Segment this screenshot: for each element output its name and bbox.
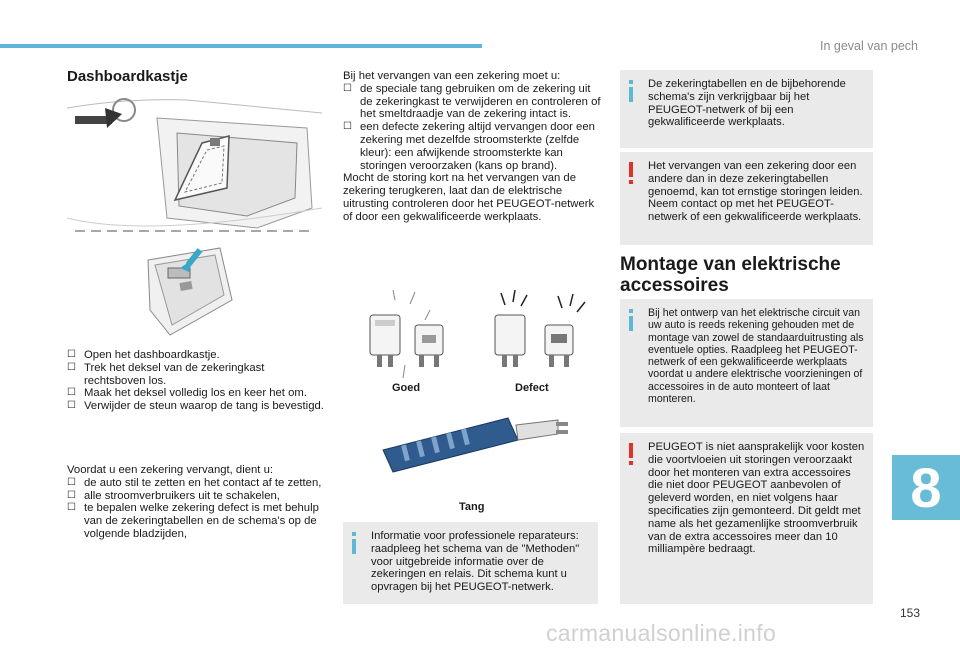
step-text: Maak het deksel volledig los en keer het om. bbox=[84, 387, 307, 400]
dashboard-title: Dashboardkastje bbox=[67, 68, 188, 85]
before-item bbox=[67, 477, 327, 490]
replace-item bbox=[343, 83, 601, 121]
before-item-text: alle stroomverbruikers uit te schakelen, bbox=[84, 489, 280, 502]
step-item bbox=[67, 362, 327, 388]
checkbox-icon: ☐ bbox=[67, 476, 76, 488]
replace-instructions bbox=[343, 70, 601, 224]
accessories-title bbox=[620, 254, 880, 296]
before-item bbox=[67, 490, 327, 503]
info-box-professionals bbox=[343, 522, 598, 604]
before-intro: Voordat u een zekering vervangt, dient u: bbox=[67, 464, 273, 476]
fuse-tongs-illustration bbox=[378, 410, 578, 480]
fuse-cover-illustration bbox=[140, 240, 240, 340]
checkbox-icon: ☐ bbox=[67, 400, 76, 412]
section-title: In geval van pech bbox=[820, 39, 918, 53]
watermark: carmanualsonline.info bbox=[546, 620, 777, 646]
info-box-text: Informatie voor professionele reparateurs: raadpleeg het schema van de "Methoden" voor uitgebreide informatie over de zekeringen en relais. Dit schema kunt u opvragen bij het PEUGEOT-netwerk. bbox=[371, 530, 580, 594]
top-accent-bar bbox=[0, 44, 482, 48]
info-box-fuse-tables bbox=[620, 70, 873, 148]
replace-item-text: de speciale tang gebruiken om de zekering uit de zekeringkast te verwijderen en controleren of het smeltdraadje van de zekering intact is. bbox=[360, 82, 601, 121]
info-box-text: De zekeringtabellen en de bijbehorende schema's zijn verkrijgbaar bij het PEUGEOT-netwerk of bij een gekwalificeerde werkplaats. bbox=[648, 78, 846, 129]
info-icon bbox=[350, 532, 358, 554]
checkbox-icon: ☐ bbox=[67, 489, 76, 501]
checkbox-icon: ☐ bbox=[67, 502, 76, 514]
before-item-text: de auto stil te zetten en het contact af te zetten, bbox=[84, 476, 322, 489]
checkbox-icon: ☐ bbox=[67, 387, 76, 399]
step-text: Verwijder de steun waarop de tang is bevestigd. bbox=[84, 400, 324, 413]
checkbox-icon: ☐ bbox=[343, 82, 352, 94]
checkbox-icon: ☐ bbox=[67, 349, 76, 360]
info-icon bbox=[627, 309, 635, 331]
info-box-accessories bbox=[620, 299, 873, 427]
label-defect: Defect bbox=[515, 382, 549, 394]
warning-icon bbox=[627, 162, 635, 184]
info-icon bbox=[627, 80, 635, 102]
dashed-separator bbox=[75, 226, 315, 236]
warning-box-text: Het vervangen van een zekering door een andere dan in deze zekeringtabellen genoemd, kan tot ernstige storingen leiden. Neem contact op met het PEUGEOT-netwerk of een gekwalificeerde werkplaats. bbox=[648, 160, 863, 224]
page-number: 153 bbox=[900, 606, 921, 620]
step-text: Open het dashboardkastje. bbox=[84, 349, 220, 361]
replace-item bbox=[343, 121, 601, 172]
warning-box-text: PEUGEOT is niet aansprakelijk voor kosten die voortvloeien uit storingen veroorzaakt door het monteren van extra accessoires die niet door PEUGEOT aanbevolen of geleverd worden, en niet volgens haar specificaties zijn gemonteerd. Dit geldt met name als het gezamenlijke stroomverbruik van de extra accessoires meer dan 10 milliampère bedraagt. bbox=[648, 441, 865, 556]
label-tang: Tang bbox=[459, 501, 485, 513]
chapter-tab: 8 bbox=[892, 455, 960, 520]
replace-intro: Bij het vervangen van een zekering moet u: bbox=[343, 70, 561, 82]
before-replacing bbox=[67, 464, 327, 541]
label-good: Goed bbox=[392, 382, 421, 394]
warning-box-fuse-replacement bbox=[620, 152, 873, 245]
glovebox-illustration bbox=[67, 88, 322, 238]
checkbox-icon: ☐ bbox=[67, 361, 76, 373]
info-box-text: Bij het ontwerp van het elektrische circuit van uw auto is reeds rekening gehouden met de montage van zowel de standaarduitrusting als eventuele opties. Raadpleeg het PEUGEOT-netwerk of een gekwalificeerde werkplaats voordat u andere elektrische voorzieningen of accessoires in de auto monteert of laat monteren. bbox=[648, 307, 864, 406]
accessories-title-line1: Montage van elektrische bbox=[620, 254, 841, 275]
accessories-title-line2: accessoires bbox=[620, 275, 729, 296]
steps-list bbox=[67, 349, 327, 413]
step-item bbox=[67, 400, 327, 413]
warning-box-liability bbox=[620, 433, 873, 604]
warning-icon bbox=[627, 443, 635, 465]
step-item bbox=[67, 387, 327, 400]
recurring-fault-paragraph: Mocht de storing kort na het vervangen van de zekering terugkeren, laat dan de elektrische uitrusting controleren door het PEUGEOT-netwerk of door een gekwalificeerde werkplaats. bbox=[343, 172, 595, 223]
before-item-text: te bepalen welke zekering defect is met behulp van de zekeringtabellen en de schema's op de volgende bladzijden, bbox=[84, 502, 319, 540]
fuses-illustration bbox=[365, 290, 590, 380]
replace-item-text: een defecte zekering altijd vervangen door een zekering met dezelfde stroomsterkte (zelfde kleur): een afwijkende stroomsterkte kan storingen veroorzaken (kans op brand). bbox=[360, 121, 595, 172]
step-text: Trek het deksel van de zekeringkast rechtsboven los. bbox=[84, 361, 265, 387]
checkbox-icon: ☐ bbox=[343, 121, 352, 133]
before-item bbox=[67, 502, 327, 540]
step-item bbox=[67, 349, 327, 362]
